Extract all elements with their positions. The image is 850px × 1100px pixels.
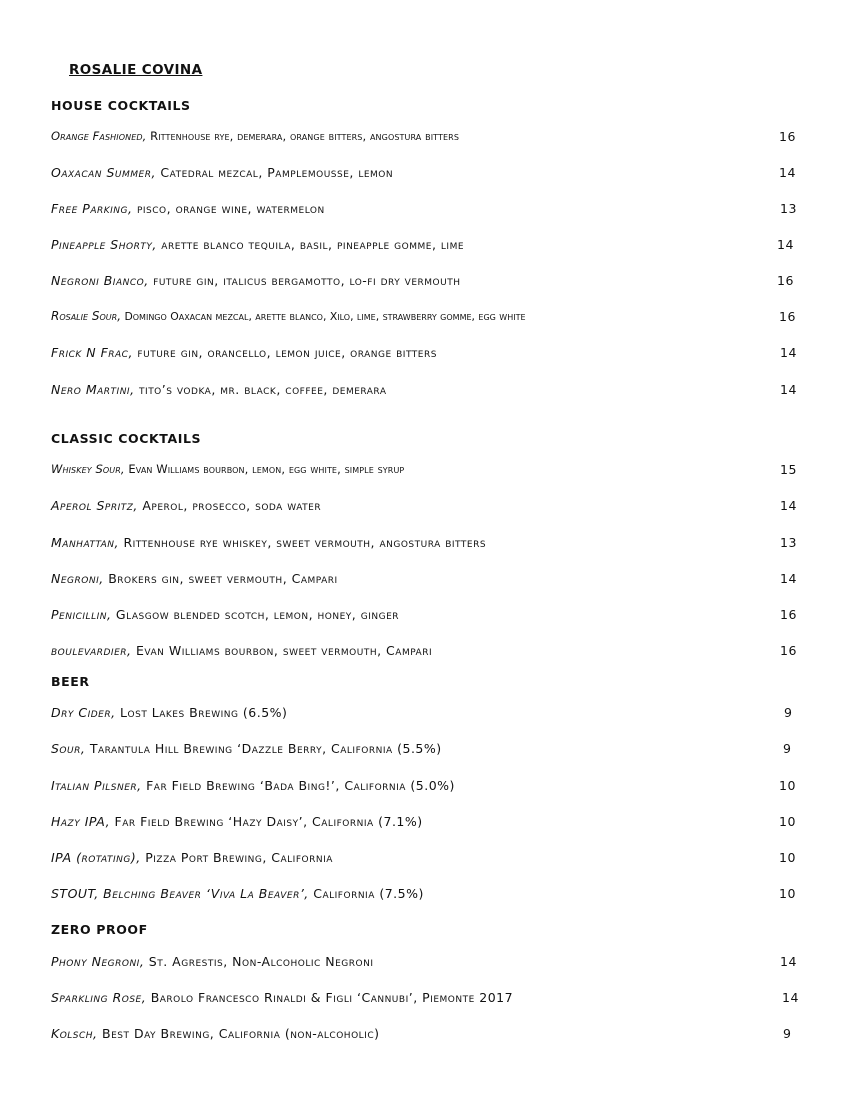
menu-item [51,741,799,761]
menu-item [51,273,799,293]
menu-item [51,382,799,402]
item-description: Lost Lakes Brewing (6.5%) [115,705,288,720]
menu-item [51,607,799,627]
section-heading-classic-cocktails: CLASSIC COCKTAILS [51,431,202,446]
item-price: 14 [779,165,796,180]
item-price: 16 [779,129,796,144]
item-description: future gin, orancello, lemon juice, orange bitters [132,345,437,360]
item-description: Best Day Brewing, California (non-alcoholic) [97,1026,380,1041]
item-description: future gin, italicus bergamotto, lo-fi dry vermouth [148,273,461,288]
section-heading-beer: BEER [51,674,90,689]
item-name: Frick N Frac, [51,345,133,360]
item-name: IPA (rotating), [51,850,141,865]
item-description: Domingo Oaxacan mezcal, arette blanco, Xilo, lime, strawberry gomme, egg white [121,310,526,323]
item-description: Evan Williams bourbon, lemon, egg white, simple syrup [124,462,405,476]
item-description: Catedral mezcal, Pamplemousse, lemon [155,165,394,180]
item-price: 14 [782,990,799,1005]
menu-item [51,886,799,906]
item-description: California (7.5%) [308,886,424,901]
item-name: boulevardier, [51,643,132,658]
item-description: Barolo Francesco Rinaldi & Figli ‘Cannubi’, Piemonte 2017 [146,990,514,1005]
menu-item [51,498,799,518]
menu-item [51,814,799,834]
menu-item [51,462,799,482]
item-description: Rittenhouse rye whiskey, sweet vermouth, angostura bitters [118,535,487,550]
menu-item [51,990,799,1010]
menu-item [51,571,799,591]
section-heading-house-cocktails: HOUSE COCKTAILS [51,98,191,113]
item-description: arette blanco tequila, basil, pineapple gomme, lime [156,237,465,252]
menu-item [51,201,799,221]
item-price: 9 [783,741,792,756]
item-price: 10 [779,850,796,865]
item-name: Penicillin, [51,607,112,622]
item-price: 14 [780,345,797,360]
section-heading-zero-proof: ZERO PROOF [51,922,148,937]
item-name: Negroni Bianco, [51,273,149,288]
item-description: Rittenhouse rye, demerara, orange bitters, angostura bitters [146,129,459,143]
item-name: Italian Pilsner, [51,778,142,793]
menu-item [51,850,799,870]
item-name: Aperol Spritz, [51,498,138,513]
item-name: Negroni, [51,571,104,586]
item-price: 16 [777,273,794,288]
menu-item [51,1026,799,1046]
menu-item [51,309,799,329]
item-price: 9 [784,705,793,720]
item-name: Sour, [51,741,86,756]
item-name: Pineapple Shorty, [51,237,157,252]
item-price: 13 [780,535,797,550]
item-name: Hazy IPA, [51,814,111,829]
item-name: Rosalie Sour, [51,309,122,323]
item-price: 16 [779,309,796,324]
item-price: 16 [780,643,797,658]
item-name: Orange Fashioned, [51,129,147,143]
item-price: 14 [780,571,797,586]
item-name: Kolsch, [51,1026,98,1041]
item-price: 14 [780,498,797,513]
item-name: Manhattan, [51,535,119,550]
item-description: tito’s vodka, mr. black, coffee, demerara [134,382,387,397]
item-price: 15 [780,462,797,477]
item-description: Brokers gin, sweet vermouth, Campari [103,571,338,586]
item-description: Evan Williams bourbon, sweet vermouth, Campari [131,643,433,658]
item-name: Whiskey Sour, [51,462,125,476]
item-price: 10 [779,886,796,901]
menu-item [51,129,799,149]
menu-item [51,705,799,725]
item-name: Free Parking, [51,201,133,216]
item-description: Aperol, prosecco, soda water [137,498,322,513]
menu-item [51,345,799,365]
item-description: Pizza Port Brewing, California [140,850,333,865]
item-description: Glasgow blended scotch, lemon, honey, ginger [111,607,400,622]
item-name: Oaxacan Summer, [51,165,156,180]
item-price: 10 [779,778,796,793]
item-price: 14 [780,382,797,397]
menu-item [51,778,799,798]
item-name: Nero Martini, [51,382,135,397]
menu-item [51,954,799,974]
menu-item [51,535,799,555]
item-price: 16 [780,607,797,622]
item-price: 14 [780,954,797,969]
item-name: Dry Cider, [51,705,116,720]
item-price: 13 [780,201,797,216]
item-description: Far Field Brewing ‘Bada Bing!’, California (5.0%) [141,778,455,793]
item-name: Sparkling Rose, [51,990,147,1005]
item-description: Tarantula Hill Brewing ‘Dazzle Berry, California (5.5%) [85,741,442,756]
item-description: pisco, orange wine, watermelon [132,201,325,216]
menu-item [51,237,799,257]
item-price: 10 [779,814,796,829]
menu-item [51,165,799,185]
item-price: 14 [777,237,794,252]
item-description: St. Agrestis, Non-Alcoholic Negroni [144,954,374,969]
item-name: STOUT, Belching Beaver ‘Viva La Beaver’, [51,886,309,901]
item-price: 9 [783,1026,792,1041]
menu-item [51,643,799,663]
item-description: Far Field Brewing ‘Hazy Daisy’, California (7.1%) [110,814,423,829]
menu-title: ROSALIE COVINA [69,62,203,78]
item-name: Phony Negroni, [51,954,145,969]
